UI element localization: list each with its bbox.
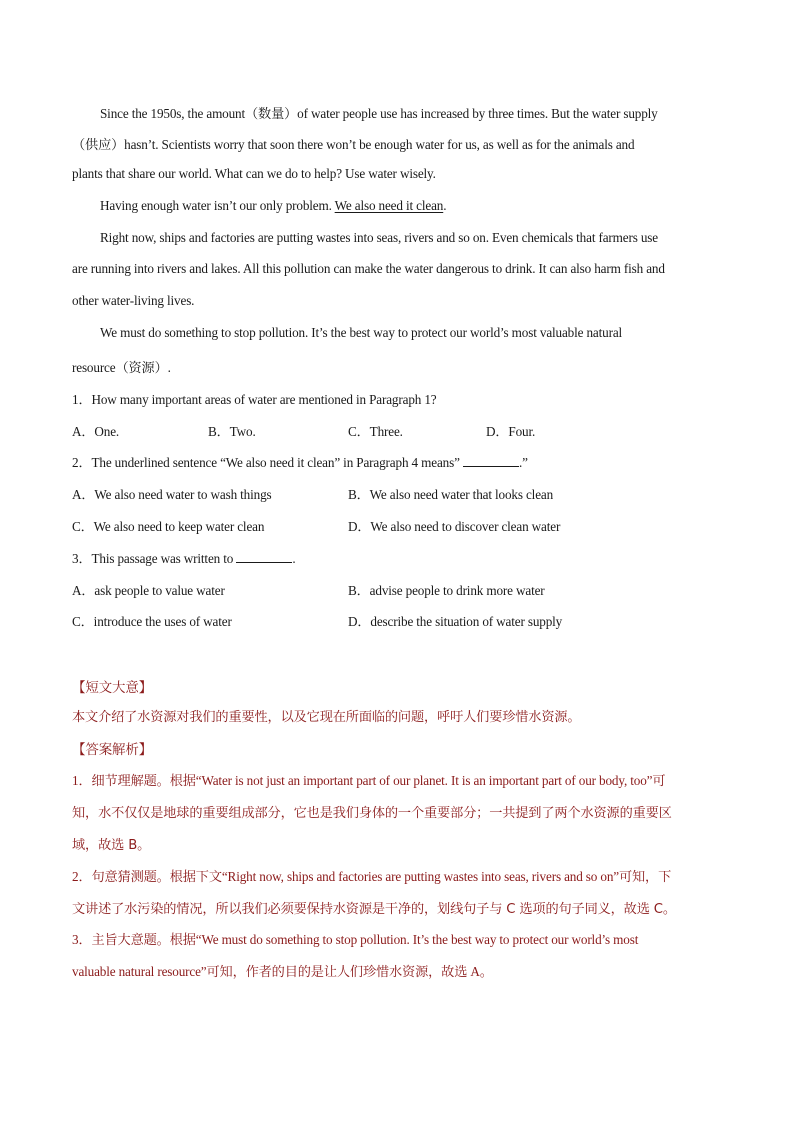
answer-blank [236,550,292,563]
analysis-1-line2: 知，水不仅仅是地球的重要组成部分，它也是我们身体的一个重要部分；一共提到了两个水资源的重要区 [72,806,672,821]
passage-p2 [100,198,446,214]
passage-p3-line3: other water-living lives. [72,293,195,308]
analysis-3-line1: 3．主旨大意题。根据“We must do something to stop pollution. It’s the best way to protect our world’s most [72,932,639,947]
question-3-stem-end: . [292,551,296,566]
passage-p3-line1: Right now, ships and factories are putting wastes into seas, rivers and so on. Even chemicals that farmers use [100,230,658,245]
analysis-2-line2: 文讲述了水污染的情况，所以我们必须要保持水资源是干净的，划线句子与 C 选项的句子同义，故选 C。 [72,902,676,917]
question-2-stem-end: .” [518,455,528,470]
summary-text: 本文介绍了水资源对我们的重要性，以及它现在所面临的问题，呼吁人们要珍惜水资源。 [72,710,581,725]
question-3-stem [72,548,296,567]
passage-p4-line2: resource（资源）. [72,360,171,375]
question-3-stem-text: 3．This passage was written to [72,551,237,566]
answer-blank [463,454,519,467]
question-3-option-b: B．advise people to drink more water [348,583,545,598]
question-2-option-d: D．We also need to discover clean water [348,519,561,534]
passage-p1-line3: plants that share our world. What can we do to help? Use water wisely. [72,166,436,181]
question-1-option-d: D．Four. [486,424,536,439]
analysis-heading: 【答案解析】 [72,742,153,758]
passage-p1-line2: （供应）hasn’t. Scientists worry that soon there won’t be enough water for us, as well as for the animals and [72,137,635,152]
question-2-option-c: C．We also need to keep water clean [72,519,265,534]
question-2-option-a: A．We also need water to wash things [72,487,272,502]
question-1-option-c: C．Three. [348,424,403,439]
question-3-option-a: A．ask people to value water [72,583,225,598]
passage-p1-line1: Since the 1950s, the amount（数量）of water people use has increased by three times. But the water supply [100,106,658,121]
analysis-2-line1: 2．句意猜测题。根据下文“Right now, ships and factories are putting wastes into seas, rivers and so on”可知，下 [72,869,672,884]
analysis-1-line3: 域，故选 B。 [72,838,151,853]
question-1-stem: 1．How many important areas of water are mentioned in Paragraph 1? [72,392,437,407]
passage-p4-line1: We must do something to stop pollution. It’s the best way to protect our world’s most valuable natural [100,325,623,340]
passage-p2-post: . [443,198,447,213]
question-3-option-c: C．introduce the uses of water [72,614,232,629]
question-2-stem [72,452,528,471]
summary-heading: 【短文大意】 [72,680,153,696]
question-3-option-d: D．describe the situation of water supply [348,614,563,629]
underlined-sentence: We also need it clean [334,198,444,213]
question-1-option-a: A．One. [72,424,120,439]
passage-p2-pre: Having enough water isn’t our only problem. [100,198,335,213]
question-1-option-b: B．Two. [208,424,256,439]
question-2-stem-text: 2．The underlined sentence “We also need it clean” in Paragraph 4 means” [72,455,463,470]
question-2-option-b: B．We also need water that looks clean [348,487,554,502]
analysis-1-line1: 1．细节理解题。根据“Water is not just an important part of our planet. It is an important part of our body, too”可 [72,773,666,788]
passage-p3-line2: are running into rivers and lakes. All this pollution can make the water dangerous to drink. It can also harm fish and [72,261,665,276]
analysis-3-line2: valuable natural resource”可知，作者的目的是让人们珍惜水资源，故选 A。 [72,964,493,979]
